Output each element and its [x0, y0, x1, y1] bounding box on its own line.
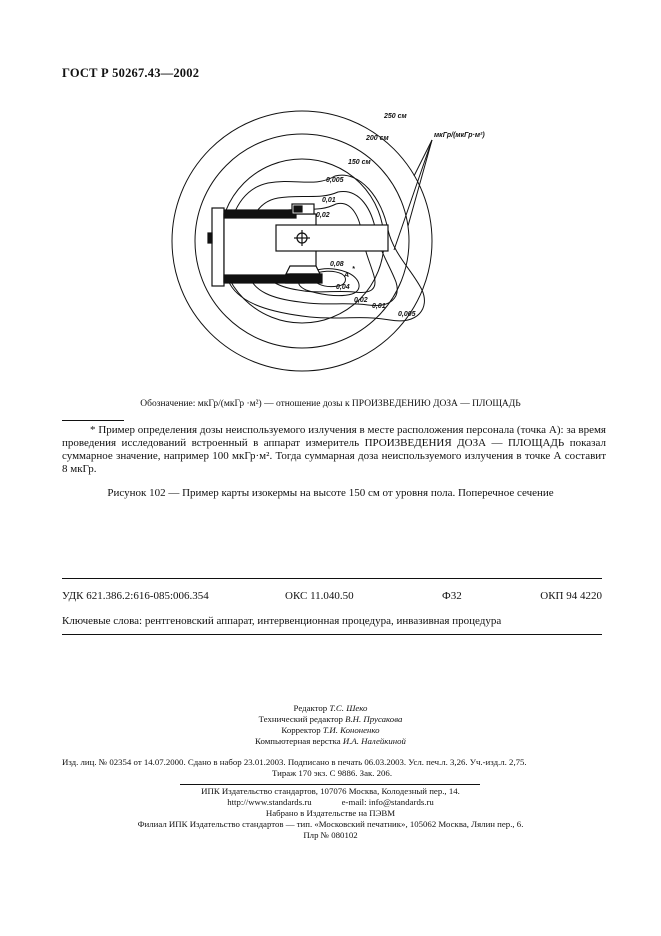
- footnote: * Пример определения дозы неиспользуемого излучения в месте расположения персонала (точка А): за время проведения исследований встроенный в аппарат измеритель ПРОИЗВЕДЕНИЯ ДОЗА — ПЛОЩАДЬ показал суммарное значение, например 100 мкГр·м². Тогда суммарная доза неиспользуемого излучения в точке А составит 8 мкГр.: [62, 424, 606, 475]
- diagram-legend: Обозначение: мкГр/(мкГр ·м²) — отношение дозы к ПРОИЗВЕДЕНИЮ ДОЗА — ПЛОЩАДЬ: [140, 399, 521, 409]
- figure-caption: Рисунок 102 — Пример карты изокермы на высоте 150 см от уровня пола. Поперечное сечение: [107, 487, 554, 499]
- layout-role: Компьютерная верстка: [255, 736, 341, 746]
- publisher-email: e-mail: info@standards.ru: [341, 797, 434, 807]
- editor-name: Т.С. Шеко: [329, 703, 368, 713]
- label-002-top: 0,02: [316, 212, 330, 219]
- proofreader-role: Корректор: [281, 725, 321, 735]
- printer-address: Филиал ИПК Издательство стандартов — тип. «Московский печатник», 105062 Москва, Лялин пер., 6.: [137, 819, 524, 829]
- issue-line-1: Изд. лиц. № 02354 от 14.07.2000. Сдано в набор 23.01.2003. Подписано в печать 06.03.2003. Усл. печ.л. 3,26. Уч.-изд.л. 2,75.: [62, 757, 527, 767]
- publisher-info: [0, 786, 661, 841]
- collimator-bottom: [286, 266, 320, 274]
- collimator-top-fill: [294, 206, 302, 212]
- tech-editor-name: В.Н. Прусакова: [345, 714, 403, 724]
- tech-editor-role: Технический редактор: [258, 714, 343, 724]
- issue-details: [62, 757, 602, 779]
- label-150cm: 150 см: [348, 159, 371, 166]
- keywords: Ключевые слова: рентгеновский аппарат, интервенционная процедура, инвазивная процедура: [62, 615, 502, 627]
- oks-code: ОКС 11.040.50: [285, 590, 354, 602]
- f32-code: Ф32: [442, 590, 462, 602]
- issue-line-2: Тираж 170 экз. С 9886. Зак. 206.: [271, 768, 393, 778]
- typeset-note: Набрано в Издательстве на ПЭВМ: [265, 808, 396, 818]
- label-008: 0,08: [330, 261, 344, 268]
- biblio-rule-top: [62, 578, 602, 579]
- label-001-bottom: 0,01: [372, 303, 386, 310]
- okp-code: ОКП 94 4220: [540, 590, 602, 602]
- detector-plate: [212, 208, 224, 286]
- udk-code: УДК 621.386.2:616-085:006.354: [62, 590, 209, 602]
- upper-arm: [224, 210, 296, 218]
- unit-pointer-3: [394, 140, 432, 250]
- label-0005-bottom: 0,005: [398, 311, 416, 318]
- publisher-website: http://www.standards.ru: [227, 797, 312, 807]
- label-0005-top: 0,005: [326, 177, 344, 184]
- publisher-address: ИПК Издательство стандартов, 107076 Москва, Колодезный пер., 14.: [201, 786, 460, 796]
- label-002-bottom: 0,02: [354, 297, 368, 304]
- tube-head: [286, 274, 322, 283]
- license-number: Плр № 080102: [303, 830, 358, 840]
- unit-pointer-2: [408, 140, 432, 226]
- label-unit: мкГр/(мкГр·м²): [434, 132, 485, 139]
- label-001-top: 0,01: [322, 197, 336, 204]
- footnote-rule: [62, 420, 124, 421]
- staff-credits: [0, 703, 661, 747]
- label-250cm: 250 см: [384, 113, 407, 120]
- label-star: *: [352, 266, 355, 273]
- isokerma-diagram: [150, 80, 485, 390]
- label-point-a: A: [344, 272, 350, 279]
- publisher-rule: [180, 784, 480, 785]
- side-bar: [208, 233, 212, 243]
- classification-row: [62, 590, 602, 606]
- document-number: ГОСТ Р 50267.43—2002: [62, 66, 200, 80]
- editor-role: Редактор: [293, 703, 328, 713]
- patient-table: [276, 225, 388, 251]
- layout-name: И.А. Налейкиной: [342, 736, 406, 746]
- proofreader-name: Т.И. Кононенко: [322, 725, 380, 735]
- label-200cm: 200 см: [366, 135, 389, 142]
- label-004: 0,04: [336, 284, 350, 291]
- biblio-rule-bottom: [62, 634, 602, 635]
